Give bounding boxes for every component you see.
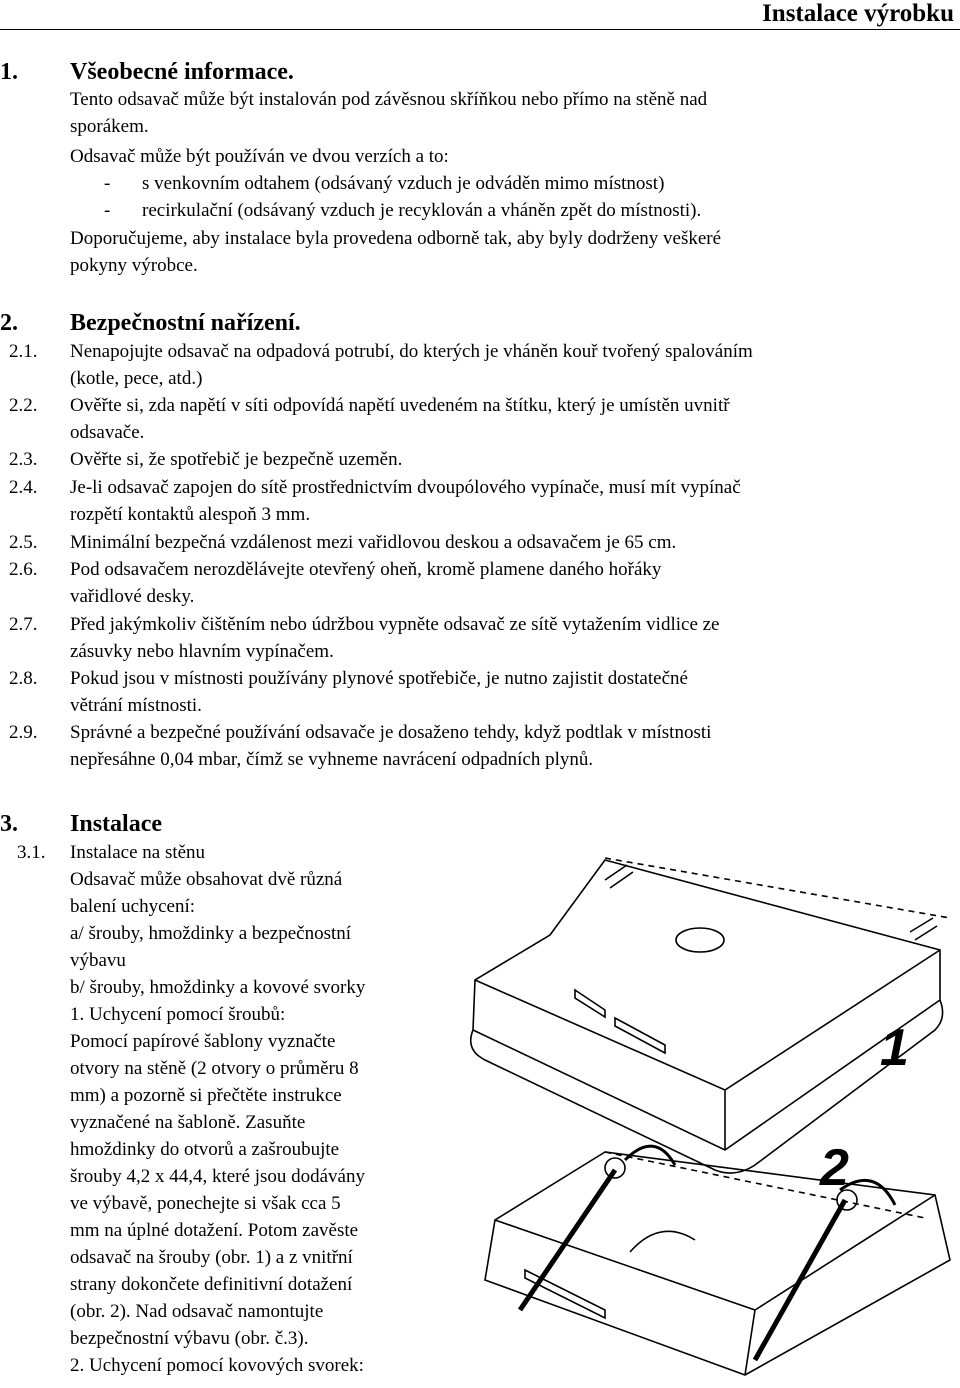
item-line: zásuvky nebo hlavním vypínačem. (70, 641, 334, 662)
motor-vent-1 (676, 928, 724, 952)
item-number: 2.4. (9, 477, 38, 498)
bullet-text: recirkulační (odsávaný vzduch je recyklován a vháněn zpět do místnosti). (142, 200, 702, 221)
item-line: Nenapojujte odsavač na odpadová potrubí, do kterých je vháněn kouř tvořený spalováním (70, 341, 753, 362)
item-line: vařidlové desky. (70, 586, 195, 607)
screw-right-1 (910, 918, 937, 940)
header-rule (0, 29, 960, 30)
section-1-number: 1. (0, 59, 18, 85)
item-number: 2.6. (9, 559, 38, 580)
item-line: rozpětí kontaktů alespoň 3 mm. (70, 504, 311, 525)
hood-grille-curve (630, 1231, 695, 1252)
item-line: Ověřte si, že spotřebič je bezpečně uzeměn. (70, 449, 403, 470)
section-3-line: mm na úplné dotažení. Potom zavěste (70, 1220, 359, 1241)
item-number: 2.9. (9, 722, 38, 743)
wall-guide-line (605, 858, 950, 918)
screw-left-1 (605, 865, 633, 888)
section-3-line: (obr. 2). Nad odsavač namontujte (70, 1301, 324, 1322)
section-3-line: strany dokončete definitivní dotažení (70, 1274, 353, 1295)
section-1-line-2: sporákem. (70, 116, 149, 137)
section-3-text-column (70, 839, 442, 1379)
item-line: Minimální bezpečná vzdálenost mezi vařidlovou deskou a odsavačem je 65 cm. (70, 532, 677, 553)
hood-slot-c (525, 1270, 605, 1318)
section-3-line: odsavač na šrouby (obr. 1) a z vnitřní (70, 1247, 353, 1268)
section-3-line: Pomocí papírové šablony vyznačte (70, 1031, 336, 1052)
item-number: 2.1. (9, 341, 38, 362)
item-number: 2.5. (9, 532, 38, 553)
item-line: Pod odsavačem nerozdělávejte otevřený oheň, kromě plamene daného hořáky (70, 559, 662, 580)
section-1-closing-2: pokyny výrobce. (70, 255, 198, 276)
section-3-line: Odsavač může obsahovat dvě různá (70, 869, 343, 890)
section-3-line: výbavu (70, 950, 126, 971)
hood-front-curve-1 (471, 1000, 943, 1173)
item-line: Je-li odsavač zapojen do sítě prostřednictvím dvoupólového vypínače, musí mít vypínač (70, 477, 741, 498)
section-1-line-1: Tento odsavač může být instalován pod závěsnou skříňkou nebo přímo na stěně nad (70, 89, 708, 110)
section-3-line: otvory na stěně (2 otvory o průměru 8 (70, 1058, 359, 1079)
item-line: odsavače. (70, 422, 145, 443)
figure-label-2: 2 (820, 1139, 849, 1197)
section-3-number: 3. (0, 811, 18, 837)
item-number: 2.2. (9, 395, 38, 416)
section-3-line: 2. Uchycení pomocí kovových svorek: (70, 1355, 364, 1376)
item-line: (kotle, pece, atd.) (70, 368, 203, 389)
item-line: Ověřte si, zda napětí v síti odpovídá napětí uvedeném na štítku, který je umístěn uvnitř (70, 395, 730, 416)
section-1-closing-1: Doporučujeme, aby instalace byla provedena odborně tak, aby byly dodrženy veškeré (70, 228, 722, 249)
section-2-number: 2. (0, 310, 18, 336)
section-3-line: mm) a pozorně si přečtěte instrukce (70, 1085, 342, 1106)
section-3-line: Instalace na stěnu (70, 842, 206, 863)
screwdriver-right (755, 1200, 845, 1360)
section-2-title: Bezpečnostní nařízení. (70, 310, 301, 336)
item-line: větrání místnosti. (70, 695, 202, 716)
screwdriver-left (520, 1170, 615, 1310)
section-3-title: Instalace (70, 811, 162, 837)
section-3-sub-number: 3.1. (17, 842, 46, 863)
section-3-line: a/ šrouby, hmoždinky a bezpečnostní (70, 923, 352, 944)
item-line: nepřesáhne 0,04 mbar, čímž se vyhneme navrácení odpadních plynů. (70, 749, 594, 770)
section-3-line: balení uchycení: (70, 896, 196, 917)
section-3-line: hmoždinky do otvorů a zašroubujte (70, 1139, 340, 1160)
item-number: 2.8. (9, 668, 38, 689)
page-header-title: Instalace výrobku (762, 0, 954, 27)
installation-illustration (455, 840, 955, 1380)
hood-corner-2 (745, 1310, 755, 1375)
item-line: Pokud jsou v místnosti používány plynové spotřebiče, je nutno zajistit dostatečné (70, 668, 688, 689)
section-3-line: 1. Uchycení pomocí šroubů: (70, 1004, 286, 1025)
bullet-dash: - (104, 200, 111, 221)
section-1-title: Všeobecné informace. (70, 59, 294, 85)
section-3-line: šrouby 4,2 x 44,4, které jsou dodávány (70, 1166, 365, 1187)
hood-top-edge-1 (475, 950, 940, 1090)
screw-head-left (605, 1158, 625, 1178)
section-3-line: ve výbavě, ponechejte si však cca 5 (70, 1193, 341, 1214)
item-number: 2.7. (9, 614, 38, 635)
item-number: 2.3. (9, 449, 38, 470)
section-3-line: bezpečnostní výbavu (obr. č.3). (70, 1328, 309, 1349)
item-line: Správné a bezpečné používání odsavače je dosaženo tehdy, když podtlak v místnosti (70, 722, 712, 743)
section-3-line: vyznačené na šabloně. Zasuňte (70, 1112, 306, 1133)
bullet-dash: - (104, 173, 111, 194)
figure-label-1: 1 (880, 1019, 909, 1077)
bullet-text: s venkovním odtahem (odsávaný vzduch je odváděn mimo místnost) (142, 173, 665, 194)
hood-drawing (455, 840, 955, 1380)
hood-slot-a (575, 990, 605, 1017)
hood-slot-b (615, 1018, 665, 1053)
section-3-line: b/ šrouby, hmoždinky a kovové svorky (70, 977, 366, 998)
section-1-line-3: Odsavač může být používán ve dvou verzích a to: (70, 146, 449, 167)
item-line: Před jakýmkoliv čištěním nebo údržbou vypněte odsavač ze sítě vytažením vidlice ze (70, 614, 720, 635)
